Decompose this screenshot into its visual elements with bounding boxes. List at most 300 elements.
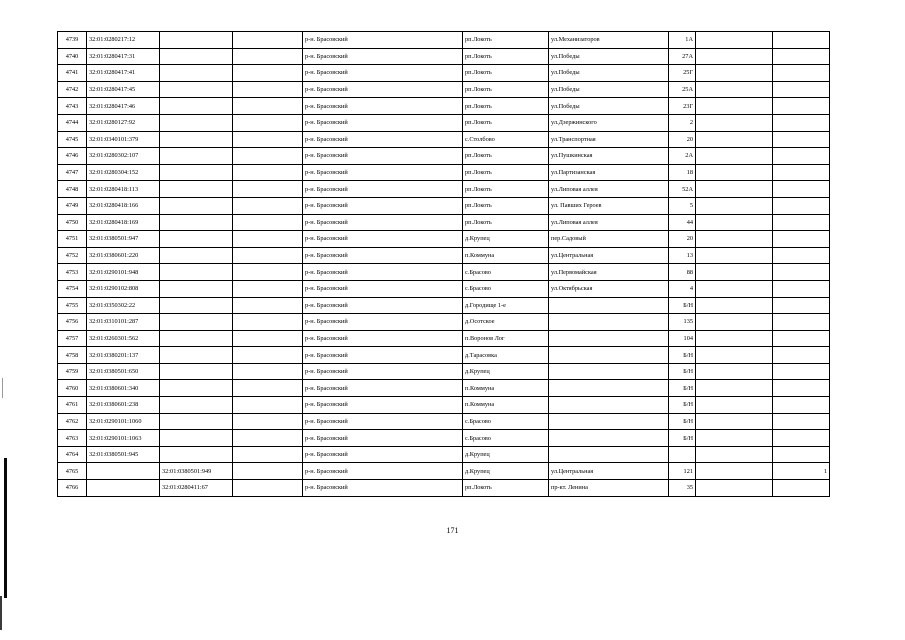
table-row [58,446,830,463]
settlement-cell: п.Коммуна [463,397,549,414]
cadastral-number-cell: 32:01:0310101:287 [87,314,160,331]
row-number-cell: 4760 [58,380,87,397]
street-cell: ул.Партизанская [549,164,669,181]
street-cell [549,413,669,430]
table-row [58,148,830,165]
cadastral-number-2-cell [160,413,233,430]
cadastral-number-cell: 32:01:0290101:948 [87,264,160,281]
street-cell: ул.Липовая аллея [549,181,669,198]
settlement-cell: рп.Локоть [463,164,549,181]
settlement-cell: рп.Локоть [463,48,549,65]
extra-cell [773,280,830,297]
table-row [58,131,830,148]
scan-edge-mark [0,596,2,630]
settlement-cell: д.Осотское [463,314,549,331]
street-cell: ул.Дзержинского [549,114,669,131]
house-number-cell: 2 [669,114,696,131]
row-number-cell: 4742 [58,81,87,98]
extra-cell [773,413,830,430]
property-register-table [57,31,830,497]
house-number-cell: Б/Н [669,430,696,447]
street-cell: ул.Механизаторов [549,32,669,49]
house-number-cell [669,446,696,463]
row-number-cell: 4746 [58,148,87,165]
cadastral-number-2-cell [160,164,233,181]
cadastral-number-cell: 32:01:0280417:46 [87,98,160,115]
district-cell: р-н. Брасовский [303,131,463,148]
street-cell [549,430,669,447]
table-row [58,314,830,331]
table-row [58,280,830,297]
settlement-cell: д.Крупец [463,363,549,380]
settlement-cell: рп.Локоть [463,32,549,49]
extra-cell [773,297,830,314]
house-number-cell: 20 [669,131,696,148]
settlement-cell: рп.Локоть [463,181,549,198]
district-cell: р-н. Брасовский [303,81,463,98]
district-cell: р-н. Брасовский [303,330,463,347]
cadastral-number-2-cell [160,280,233,297]
extra-cell [773,430,830,447]
empty-cell [233,214,303,231]
cadastral-number-2-cell [160,363,233,380]
cadastral-number-cell [87,463,160,480]
district-cell: р-н. Брасовский [303,148,463,165]
table-row [58,48,830,65]
table-row [58,330,830,347]
row-number-cell: 4744 [58,114,87,131]
cadastral-number-2-cell [160,197,233,214]
extra-cell [773,81,830,98]
street-cell: ул.Победы [549,65,669,82]
house-number-cell: 121 [669,463,696,480]
cadastral-number-cell: 32:01:0380201:137 [87,347,160,364]
district-cell: р-н. Брасовский [303,314,463,331]
row-number-cell: 4758 [58,347,87,364]
extra-cell [773,164,830,181]
table-row [58,430,830,447]
extra-cell [773,32,830,49]
settlement-cell: п.Коммуна [463,247,549,264]
cadastral-number-cell: 32:01:0380601:340 [87,380,160,397]
house-number-cell: 88 [669,264,696,281]
row-number-cell: 4748 [58,181,87,198]
settlement-cell: рп.Локоть [463,197,549,214]
extra-cell [696,264,773,281]
settlement-cell: д.Крупец [463,463,549,480]
empty-cell [233,98,303,115]
extra-cell [696,247,773,264]
extra-cell [696,81,773,98]
cadastral-number-cell: 32:01:0260301:562 [87,330,160,347]
settlement-cell: д.Тарасовка [463,347,549,364]
settlement-cell: д.Городище 1-е [463,297,549,314]
district-cell: р-н. Брасовский [303,347,463,364]
extra-cell [696,32,773,49]
empty-cell [233,446,303,463]
district-cell: р-н. Брасовский [303,380,463,397]
cadastral-number-cell: 32:01:0280417:31 [87,48,160,65]
settlement-cell: с.Столбово [463,131,549,148]
extra-cell [773,231,830,248]
extra-cell [696,463,773,480]
row-number-cell: 4740 [58,48,87,65]
street-cell: ул.Победы [549,98,669,115]
cadastral-number-2-cell [160,32,233,49]
street-cell: пер.Садовый [549,231,669,248]
extra-cell [696,397,773,414]
street-cell [549,397,669,414]
cadastral-number-2-cell [160,297,233,314]
extra-cell [696,214,773,231]
cadastral-number-2-cell [160,214,233,231]
row-number-cell: 4745 [58,131,87,148]
street-cell: ул.Пушкинская [549,148,669,165]
scan-edge-mark [2,378,3,398]
district-cell: р-н. Брасовский [303,65,463,82]
district-cell: р-н. Брасовский [303,181,463,198]
extra-cell [696,114,773,131]
extra-cell [696,446,773,463]
row-number-cell: 4752 [58,247,87,264]
row-number-cell: 4763 [58,430,87,447]
extra-cell [773,397,830,414]
settlement-cell: рп.Локоть [463,480,549,497]
cadastral-number-2-cell [160,380,233,397]
empty-cell [233,48,303,65]
extra-cell [696,380,773,397]
street-cell: ул. Павших Героев [549,197,669,214]
house-number-cell: 35 [669,480,696,497]
empty-cell [233,463,303,480]
house-number-cell: Б/Н [669,380,696,397]
extra-cell [696,48,773,65]
cadastral-number-cell: 32:01:0290101:1063 [87,430,160,447]
table-row [58,380,830,397]
district-cell: р-н. Брасовский [303,114,463,131]
table-row [58,65,830,82]
empty-cell [233,81,303,98]
row-number-cell: 4762 [58,413,87,430]
district-cell: р-н. Брасовский [303,98,463,115]
row-number-cell: 4741 [58,65,87,82]
street-cell: пр-кт. Ленина [549,480,669,497]
extra-cell [773,48,830,65]
empty-cell [233,330,303,347]
empty-cell [233,280,303,297]
cadastral-number-2-cell [160,148,233,165]
street-cell: ул.Центральная [549,463,669,480]
row-number-cell: 4754 [58,280,87,297]
district-cell: р-н. Брасовский [303,164,463,181]
extra-cell [696,231,773,248]
house-number-cell: 18 [669,164,696,181]
empty-cell [233,413,303,430]
empty-cell [233,231,303,248]
empty-cell [233,197,303,214]
district-cell: р-н. Брасовский [303,247,463,264]
house-number-cell: 23Г [669,98,696,115]
house-number-cell: 5 [669,197,696,214]
settlement-cell: рп.Локоть [463,65,549,82]
table-row [58,181,830,198]
empty-cell [233,114,303,131]
house-number-cell: 1А [669,32,696,49]
row-number-cell: 4750 [58,214,87,231]
empty-cell [233,32,303,49]
table-row [58,114,830,131]
house-number-cell: Б/Н [669,413,696,430]
street-cell [549,330,669,347]
cadastral-number-cell: 32:01:0280304:152 [87,164,160,181]
cadastral-number-cell: 32:01:0380501:945 [87,446,160,463]
empty-cell [233,148,303,165]
house-number-cell: 44 [669,214,696,231]
cadastral-number-2-cell [160,330,233,347]
extra-cell [773,98,830,115]
table-row [58,397,830,414]
cadastral-number-2-cell [160,131,233,148]
cadastral-number-cell: 32:01:0280417:41 [87,65,160,82]
cadastral-number-2-cell: 32:01:0280411:67 [160,480,233,497]
street-cell: ул.Победы [549,48,669,65]
empty-cell [233,65,303,82]
cadastral-number-cell: 32:01:0290101:1060 [87,413,160,430]
extra-cell [696,197,773,214]
cadastral-number-cell: 32:01:0280418:166 [87,197,160,214]
house-number-cell: Б/Н [669,347,696,364]
row-number-cell: 4747 [58,164,87,181]
extra-cell [773,446,830,463]
cadastral-number-cell: 32:01:0280127:92 [87,114,160,131]
row-number-cell: 4766 [58,480,87,497]
cadastral-number-2-cell [160,181,233,198]
extra-cell [696,330,773,347]
street-cell [549,314,669,331]
settlement-cell: рп.Локоть [463,214,549,231]
street-cell [549,347,669,364]
empty-cell [233,397,303,414]
row-number-cell: 4743 [58,98,87,115]
extra-cell [696,363,773,380]
cadastral-number-2-cell [160,264,233,281]
table-row [58,98,830,115]
cadastral-number-2-cell [160,347,233,364]
district-cell: р-н. Брасовский [303,214,463,231]
settlement-cell: с.Брасово [463,280,549,297]
district-cell: р-н. Брасовский [303,231,463,248]
settlement-cell: д.Крупец [463,231,549,248]
extra-cell [773,363,830,380]
empty-cell [233,131,303,148]
district-cell: р-н. Брасовский [303,480,463,497]
cadastral-number-2-cell [160,98,233,115]
empty-cell [233,264,303,281]
house-number-cell: 25Г [669,65,696,82]
empty-cell [233,181,303,198]
extra-cell [696,297,773,314]
cadastral-number-2-cell [160,430,233,447]
cadastral-number-cell: 32:01:0280418:113 [87,181,160,198]
table-row [58,463,830,480]
cadastral-number-2-cell [160,48,233,65]
row-number-cell: 4749 [58,197,87,214]
cadastral-number-2-cell [160,397,233,414]
house-number-cell: 13 [669,247,696,264]
extra-cell [773,65,830,82]
street-cell [549,446,669,463]
row-number-cell: 4739 [58,32,87,49]
extra-cell [696,430,773,447]
table-row [58,264,830,281]
district-cell: р-н. Брасовский [303,397,463,414]
district-cell: р-н. Брасовский [303,463,463,480]
row-number-cell: 4755 [58,297,87,314]
cadastral-number-2-cell [160,446,233,463]
house-number-cell: Б/Н [669,297,696,314]
extra-cell [696,314,773,331]
extra-cell [696,181,773,198]
extra-cell [773,314,830,331]
street-cell: ул.Липовая аллея [549,214,669,231]
settlement-cell: п.Воронов Лог [463,330,549,347]
district-cell: р-н. Брасовский [303,446,463,463]
row-number-cell: 4761 [58,397,87,414]
page-number: 171 [446,526,459,535]
empty-cell [233,314,303,331]
cadastral-number-cell: 32:01:0280418:169 [87,214,160,231]
table-row [58,480,830,497]
extra-cell [773,214,830,231]
extra-cell [773,148,830,165]
table-row [58,297,830,314]
empty-cell [233,347,303,364]
cadastral-number-2-cell [160,247,233,264]
cadastral-number-2-cell [160,65,233,82]
table-row [58,413,830,430]
settlement-cell: рп.Локоть [463,114,549,131]
cadastral-number-cell: 32:01:0380601:220 [87,247,160,264]
district-cell: р-н. Брасовский [303,264,463,281]
extra-cell: 1 [773,463,830,480]
extra-cell [696,148,773,165]
cadastral-number-2-cell [160,81,233,98]
cadastral-number-2-cell [160,114,233,131]
street-cell: ул.Первомайская [549,264,669,281]
empty-cell [233,247,303,264]
extra-cell [696,65,773,82]
house-number-cell: 4 [669,280,696,297]
settlement-cell: п.Коммуна [463,380,549,397]
table-row [58,32,830,49]
table-row [58,81,830,98]
street-cell: ул.Транспортная [549,131,669,148]
street-cell [549,297,669,314]
house-number-cell: Б/Н [669,363,696,380]
extra-cell [696,164,773,181]
cadastral-number-cell: 32:01:0380501:947 [87,231,160,248]
cadastral-number-2-cell [160,314,233,331]
settlement-cell: д.Крупец [463,446,549,463]
district-cell: р-н. Брасовский [303,48,463,65]
street-cell [549,363,669,380]
empty-cell [233,430,303,447]
house-number-cell: 25А [669,81,696,98]
extra-cell [696,98,773,115]
district-cell: р-н. Брасовский [303,297,463,314]
empty-cell [233,480,303,497]
extra-cell [773,247,830,264]
row-number-cell: 4757 [58,330,87,347]
district-cell: р-н. Брасовский [303,430,463,447]
house-number-cell: 52А [669,181,696,198]
table-row [58,231,830,248]
street-cell: ул.Победы [549,81,669,98]
house-number-cell: Б/Н [669,397,696,414]
settlement-cell: рп.Локоть [463,81,549,98]
house-number-cell: 20 [669,231,696,248]
extra-cell [696,131,773,148]
cadastral-number-cell: 32:01:0380601:238 [87,397,160,414]
extra-cell [696,280,773,297]
extra-cell [773,330,830,347]
street-cell: ул.Октябрьская [549,280,669,297]
row-number-cell: 4759 [58,363,87,380]
cadastral-number-cell: 32:01:0350302:22 [87,297,160,314]
extra-cell [773,131,830,148]
house-number-cell: 135 [669,314,696,331]
house-number-cell: 104 [669,330,696,347]
empty-cell [233,164,303,181]
district-cell: р-н. Брасовский [303,32,463,49]
district-cell: р-н. Брасовский [303,413,463,430]
cadastral-number-cell: 32:01:0340101:379 [87,131,160,148]
cadastral-number-cell: 32:01:0280217:12 [87,32,160,49]
cadastral-number-cell: 32:01:0280417:45 [87,81,160,98]
cadastral-number-cell: 32:01:0290102:808 [87,280,160,297]
row-number-cell: 4764 [58,446,87,463]
extra-cell [773,197,830,214]
extra-cell [696,347,773,364]
cadastral-number-cell: 32:01:0280302:107 [87,148,160,165]
street-cell [549,380,669,397]
table-row [58,214,830,231]
settlement-cell: с.Брасово [463,430,549,447]
cadastral-number-cell [87,480,160,497]
empty-cell [233,297,303,314]
district-cell: р-н. Брасовский [303,363,463,380]
settlement-cell: рп.Локоть [463,98,549,115]
extra-cell [773,181,830,198]
table-body [58,32,830,497]
settlement-cell: рп.Локоть [463,148,549,165]
cadastral-number-cell: 32:01:0380501:650 [87,363,160,380]
extra-cell [696,480,773,497]
settlement-cell: с.Брасово [463,413,549,430]
table-row [58,197,830,214]
table-row [58,247,830,264]
cadastral-number-2-cell: 32:01:0380501:949 [160,463,233,480]
empty-cell [233,380,303,397]
district-cell: р-н. Брасовский [303,197,463,214]
table-row [58,363,830,380]
empty-cell [233,363,303,380]
extra-cell [773,347,830,364]
row-number-cell: 4751 [58,231,87,248]
extra-cell [773,114,830,131]
row-number-cell: 4765 [58,463,87,480]
cadastral-number-2-cell [160,231,233,248]
